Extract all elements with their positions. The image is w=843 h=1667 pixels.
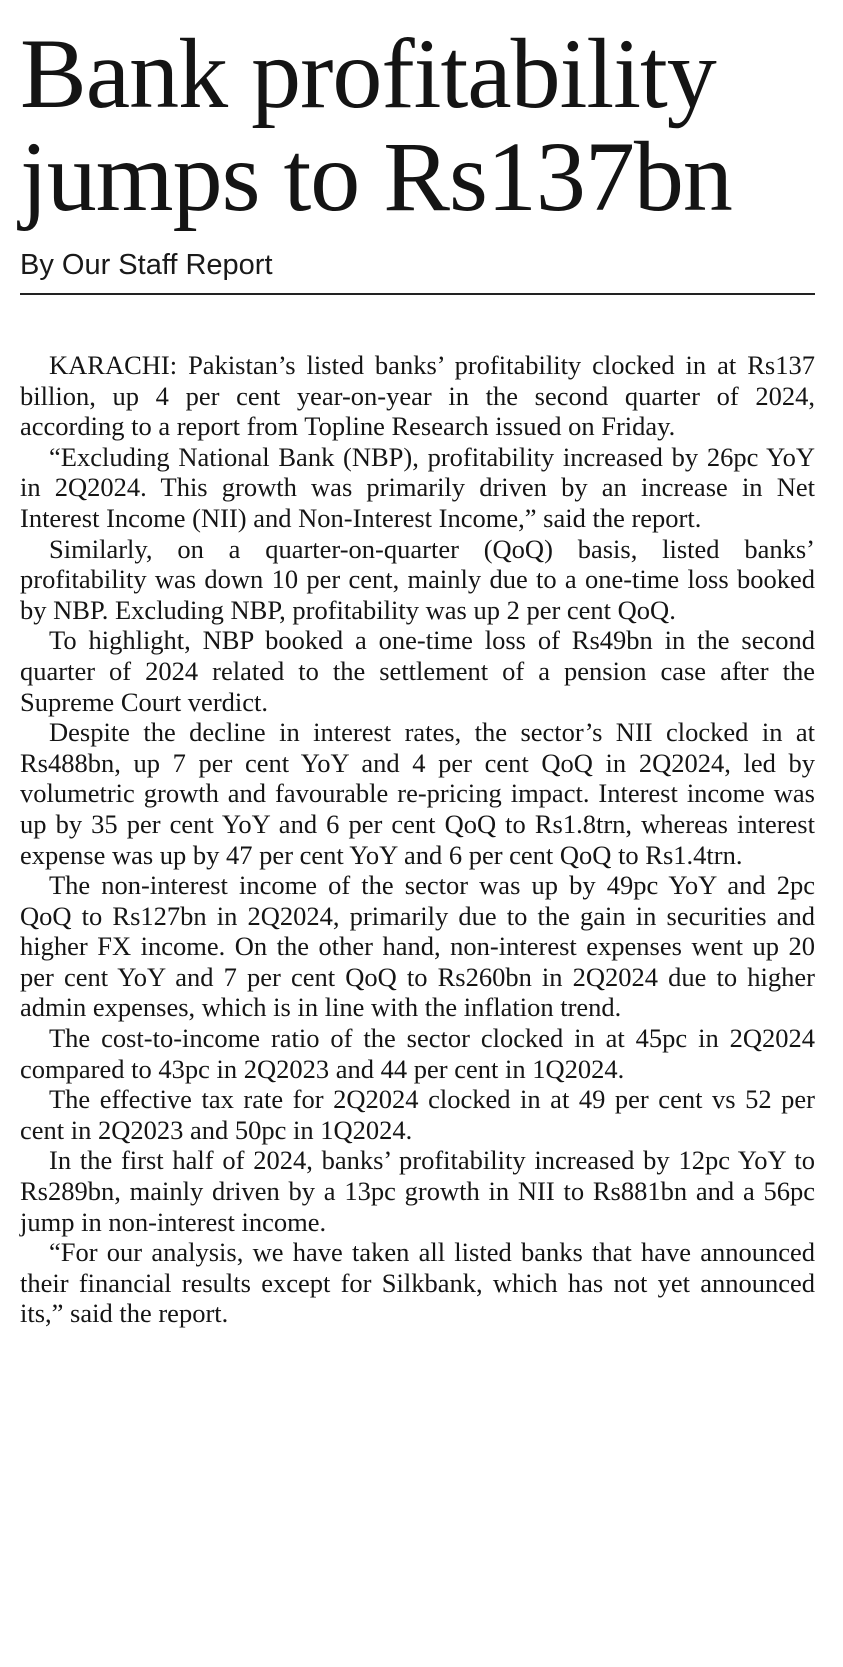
paragraph: Similarly, on a quarter-on-quarter (QoQ) basis, listed banks’ profitability was down 10 per cent, mainly due to a one-time loss booked by NBP. Excluding NBP, profitability was up 2 per cent QoQ. — [20, 533, 815, 625]
headline: Bank profitability jumps to Rs137bn — [20, 18, 732, 232]
paragraph: Despite the decline in interest rates, the sector’s NII clocked in at Rs488bn, up 7 per cent YoY and 4 per cent QoQ in 2Q2024, led by volumetric growth and favourable re-pricing impact. Interest income was up by 35 per cent YoY and 6 per cent QoQ to Rs1.8trn, whereas interest expense was up by 47 per cent YoY and 6 per cent QoQ to Rs1.4trn. — [20, 717, 815, 870]
paragraph: “For our analysis, we have taken all listed banks that have announced their financial results except for Silkbank, which has not yet announced its,” said the report. — [20, 1237, 815, 1329]
byline: By Our Staff Report — [20, 249, 273, 281]
paragraph: To highlight, NBP booked a one-time loss of Rs49bn in the second quarter of 2024 related to the settlement of a pension case after the Supreme Court verdict. — [20, 625, 815, 717]
byline-divider — [20, 293, 815, 295]
paragraph: KARACHI: Pakistan’s listed banks’ profitability clocked in at Rs137 billion, up 4 per cent year-on-year in the second quarter of 2024, according to a report from Topline Research issued on Friday. — [20, 350, 815, 442]
article-body — [20, 350, 815, 1329]
paragraph: “Excluding National Bank (NBP), profitability increased by 26pc YoY in 2Q2024. This growth was primarily driven by an increase in Net Interest Income (NII) and Non-Interest Income,” said the report. — [20, 441, 815, 533]
paragraph: The cost-to-income ratio of the sector clocked in at 45pc in 2Q2024 compared to 43pc in 2Q2023 and 44 per cent in 1Q2024. — [20, 1023, 815, 1084]
paragraph: The non-interest income of the sector was up by 49pc YoY and 2pc QoQ to Rs127bn in 2Q2024, primarily due to the gain in securities and higher FX income. On the other hand, non-interest expenses went up 20 per cent YoY and 7 per cent QoQ to Rs260bn in 2Q2024 due to higher admin expenses, which is in line with the inflation trend. — [20, 870, 815, 1023]
paragraph: The effective tax rate for 2Q2024 clocked in at 49 per cent vs 52 per cent in 2Q2023 and 50pc in 1Q2024. — [20, 1084, 815, 1145]
paragraph: In the first half of 2024, banks’ profitability increased by 12pc YoY to Rs289bn, mainly driven by a 13pc growth in NII to Rs881bn and a 56pc jump in non-interest income. — [20, 1145, 815, 1237]
